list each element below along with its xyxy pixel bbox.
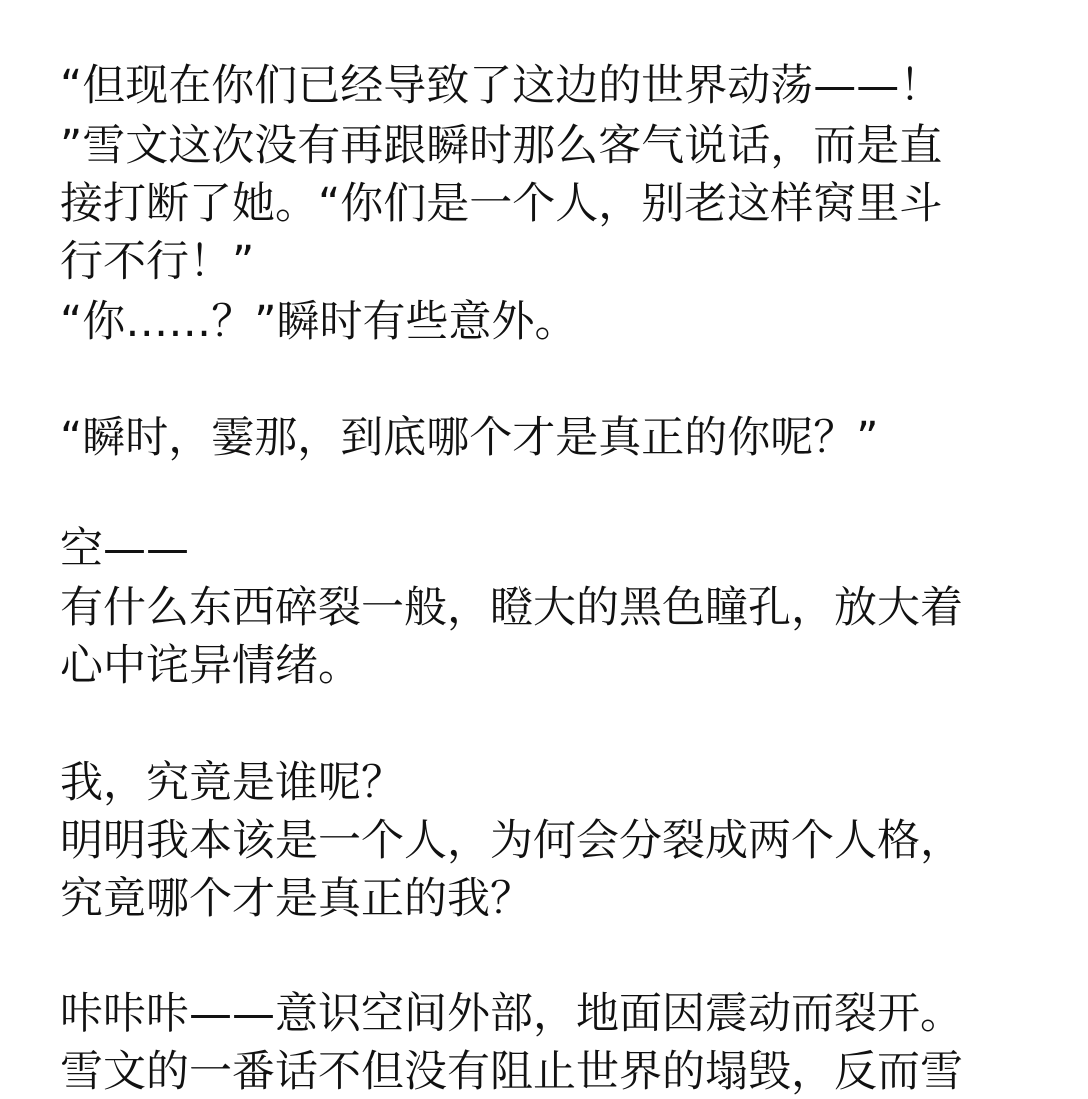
text-line: ”雪文这次没有再跟瞬时那么客气说话，而是直	[60, 121, 943, 171]
text-line: 我，究竟是谁呢？	[60, 758, 404, 808]
text-line: 心中诧异情绪。	[60, 641, 361, 691]
text-line: 咔咔咔——意识空间外部，地面因震动而裂开。	[60, 989, 963, 1039]
text-line: 究竟哪个才是真正的我？	[60, 874, 533, 924]
text-line: “你……？”瞬时有些意外。	[60, 297, 578, 347]
text-line: “但现在你们已经导致了这边的世界动荡——！	[60, 61, 943, 111]
text-line: 有什么东西碎裂一般，瞪大的黑色瞳孔，放大着	[60, 583, 963, 633]
text-line: 空——	[60, 524, 189, 574]
text-line: 接打断了她。“你们是一个人，别老这样窝里斗	[60, 179, 943, 229]
text-line: 雪文的一番话不但没有阻止世界的塌毁，反而雪	[60, 1047, 963, 1097]
text-line: 明明我本该是一个人，为何会分裂成两个人格，	[60, 816, 963, 866]
text-line: 行不行！”	[60, 237, 255, 287]
text-line: “瞬时，霎那，到底哪个才是真正的你呢？”	[60, 413, 879, 463]
